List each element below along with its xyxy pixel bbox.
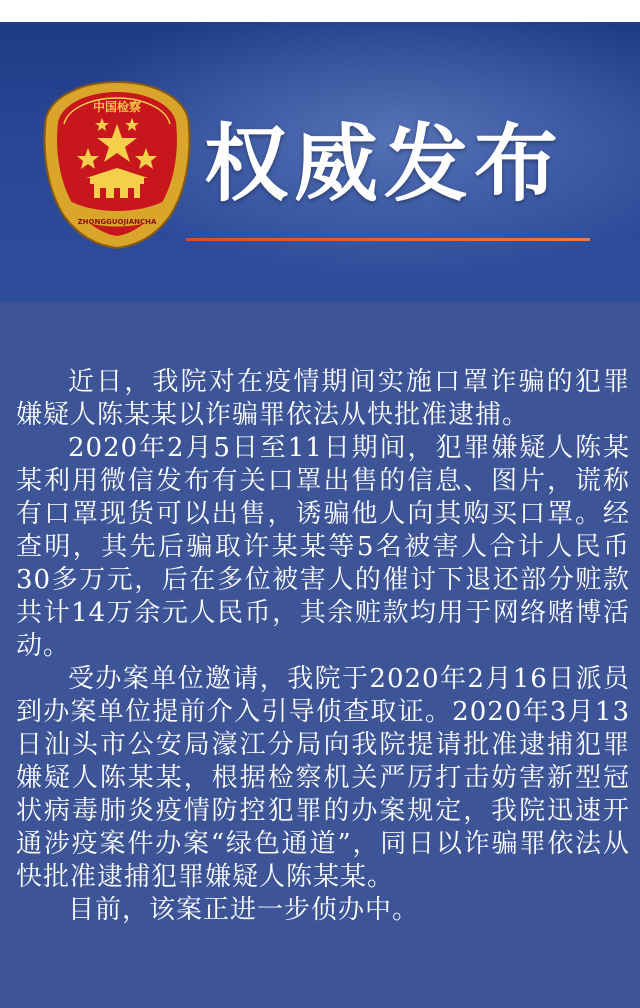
- emblem-top-text: 中国检察: [92, 100, 142, 114]
- article-body: [16, 366, 630, 927]
- article-paragraph: 近日，我院对在疫情期间实施口罩诈骗的犯罪嫌疑人陈某某以诈骗罪依法从快批准逮捕。: [16, 367, 630, 430]
- emblem-ring-text: ZHONGGUOJIANCHA: [77, 218, 157, 226]
- page-title: 权威发布: [204, 115, 565, 213]
- article-paragraph: 2020年2月5日至11日期间，犯罪嫌疑人陈某某利用微信发布有关口罩出售的信息、图片，谎称有口罩现货可以出售，诱骗他人向其购买口罩。经查明，其先后骗取许某某等5名被害人合计人民币30多万元，后在多位被害人的催讨下退还部分赃款共计14万余元人民币，其余赃款均用于网络赌博活动。: [16, 433, 630, 661]
- top-strip: [0, 0, 640, 22]
- title-divider: [186, 238, 590, 241]
- article-paragraph: 目前，该案正进一步侦办中。: [68, 895, 420, 925]
- header-banner: [0, 22, 640, 302]
- article-paragraph: 受办案单位邀请，我院于2020年2月16日派员到办案单位提前介入引导侦查取证。2020年3月13日汕头市公安局濠江分局向我院提请批准逮捕犯罪嫌疑人陈某某，根据检察机关严厉打击妨害新型冠状病毒肺炎疫情防控犯罪的办案规定，我院迅速开通涉疫案件办案“绿色通道”，同日以诈骗罪依法从快批准逮捕犯罪嫌疑人陈某某。: [16, 664, 630, 892]
- procuratorate-emblem-icon: [42, 78, 192, 250]
